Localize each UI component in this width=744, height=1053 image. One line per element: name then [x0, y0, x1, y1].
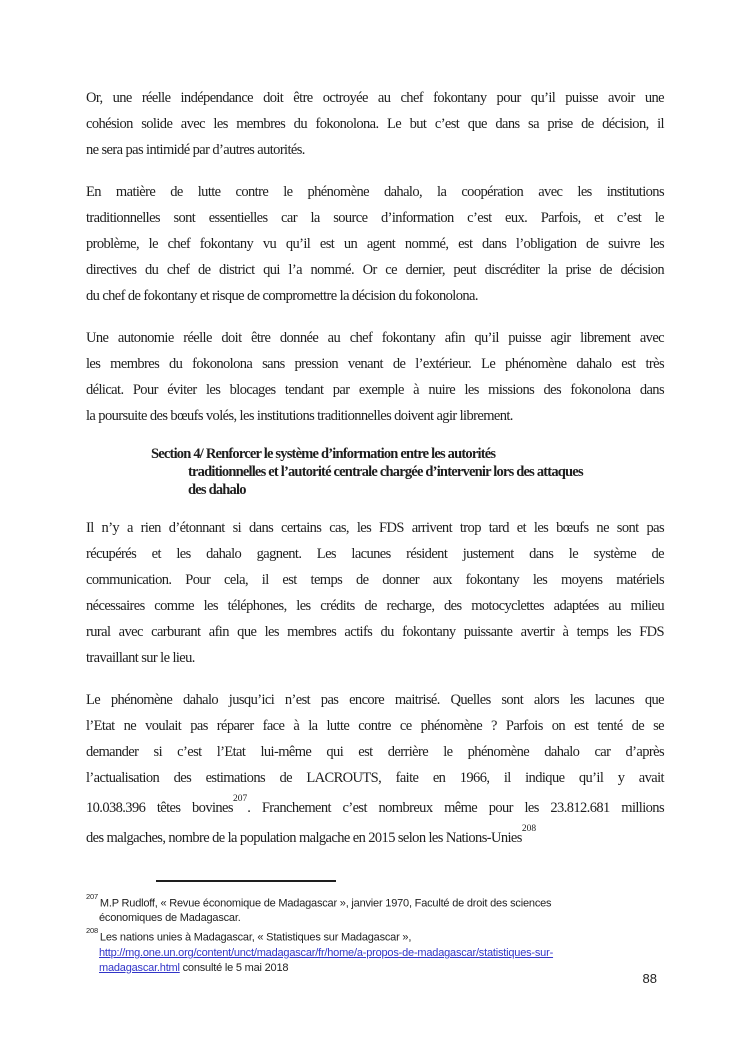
footnote-text: Les nations unies à Madagascar, « Statistiques sur Madagascar »,: [99, 931, 412, 944]
text-line: communication. Pour cela, il est temps de donner aux fokontany les moyens matériels: [86, 572, 664, 588]
text-line: demander si c’est l’Etat lui-même qui est derrière le phénomène dahalo car d’après: [86, 744, 664, 760]
footnote-number-207: 207: [86, 891, 98, 901]
text-line: [86, 821, 664, 851]
footnote-text: consulté le 5 mai 2018: [179, 961, 289, 974]
text-line: problème, le chef fokontany vu qu’il est un agent nommé, est dans l’obligation de suivre les: [86, 236, 664, 252]
page-content: [86, 85, 664, 976]
footnote-208: [86, 926, 664, 976]
section-heading: [86, 445, 664, 499]
footnote-text: économiques de Madagascar.: [99, 912, 241, 925]
footnote-number-208: 208: [86, 926, 98, 936]
text-line: la poursuite des bœufs volés, les institutions traditionnelles doivent agir librement.: [86, 408, 513, 424]
text-line: directives du chef de district qui l’a nommé. Or ce dernier, peut discréditer la prise de décision: [86, 262, 664, 278]
text-line: travaillant sur le lieu.: [86, 650, 195, 666]
text-line: Une autonomie réelle doit être donnée au chef fokontany afin qu’il puisse agir librement avec: [86, 330, 664, 346]
text-line: récupérés et les dahalo gagnent. Les lacunes résident justement dans le système de: [86, 546, 664, 562]
text-line: du chef de fokontany et risque de compromettre la décision du fokonolona.: [86, 288, 478, 304]
section-heading-line: traditionnelles et l’autorité centrale chargée d’intervenir lors des attaques: [188, 464, 583, 480]
text-line: rural avec carburant afin que les membres actifs du fokontany puissante avertir à temps les FDS: [86, 624, 664, 640]
text-segment: . Franchement c’est nombreux même pour les 23.812.681 millions: [247, 799, 664, 816]
text-line: cohésion solide avec les membres du fokonolona. Le but c’est que dans sa prise de décision, il: [86, 116, 664, 132]
footnote-ref-207: 207: [232, 794, 248, 804]
text-line: nécessaires comme les téléphones, les crédits de recharge, des motocyclettes adaptées au milieu: [86, 598, 664, 614]
section-heading-line: Section 4/ Renforcer le système d’information entre les autorités: [151, 446, 496, 462]
text-line: Or, une réelle indépendance doit être octroyée au chef fokontany pour qu’il puisse avoir une: [86, 90, 664, 106]
page-number: 88: [642, 971, 657, 986]
footnote-207: [86, 892, 664, 927]
madagascar-statistics-link-continued[interactable]: madagascar.html: [99, 961, 180, 974]
text-line: En matière de lutte contre le phénomène dahalo, la coopération avec les institutions: [86, 184, 664, 200]
paragraph-2: [86, 179, 664, 309]
text-line: traditionnelles sont essentielles car la source d’information c’est eux. Parfois, et c’est le: [86, 210, 664, 226]
paragraph-1: [86, 85, 664, 163]
footnote-text: M.P Rudloff, « Revue économique de Madagascar », janvier 1970, Faculté de droit des sciences: [99, 897, 552, 910]
footnote-separator: [156, 880, 336, 882]
text-segment: des malgaches, nombre de la population malgache en 2015 selon les Nations-Unies: [86, 829, 522, 846]
paragraph-4: [86, 515, 664, 671]
text-line: les membres du fokonolona sans pression venant de l’extérieur. Le phénomène dahalo est très: [86, 356, 664, 372]
footnote-ref-208: 208: [521, 823, 537, 834]
paragraph-5: [86, 687, 664, 851]
text-segment: 10.038.396 têtes bovines: [86, 799, 233, 816]
text-line: Il n’y a rien d’étonnant si dans certains cas, les FDS arrivent trop tard et les bœufs ne sont pas: [86, 520, 664, 536]
section-heading-line: des dahalo: [188, 482, 246, 498]
paragraph-3: [86, 325, 664, 429]
madagascar-statistics-link[interactable]: http://mg.one.un.org/content/unct/madagascar/fr/home/a-propos-de-madagascar/statistiques-sur-: [99, 946, 554, 959]
text-line: l’Etat ne voulait pas réparer face à la lutte contre ce phénomène ? Parfois on est tenté de se: [86, 718, 664, 734]
text-line: Le phénomène dahalo jusqu’ici n’est pas encore maitrisé. Quelles sont alors les lacunes que: [86, 692, 664, 708]
text-line: l’actualisation des estimations de LACROUTS, faite en 1966, il indique qu’il y avait: [86, 770, 664, 786]
text-line: délicat. Pour éviter les blocages tendant par exemple à nuire les missions des fokonolona dans: [86, 382, 664, 398]
text-line: ne sera pas intimidé par d’autres autorités.: [86, 142, 305, 158]
text-line: [86, 791, 664, 821]
